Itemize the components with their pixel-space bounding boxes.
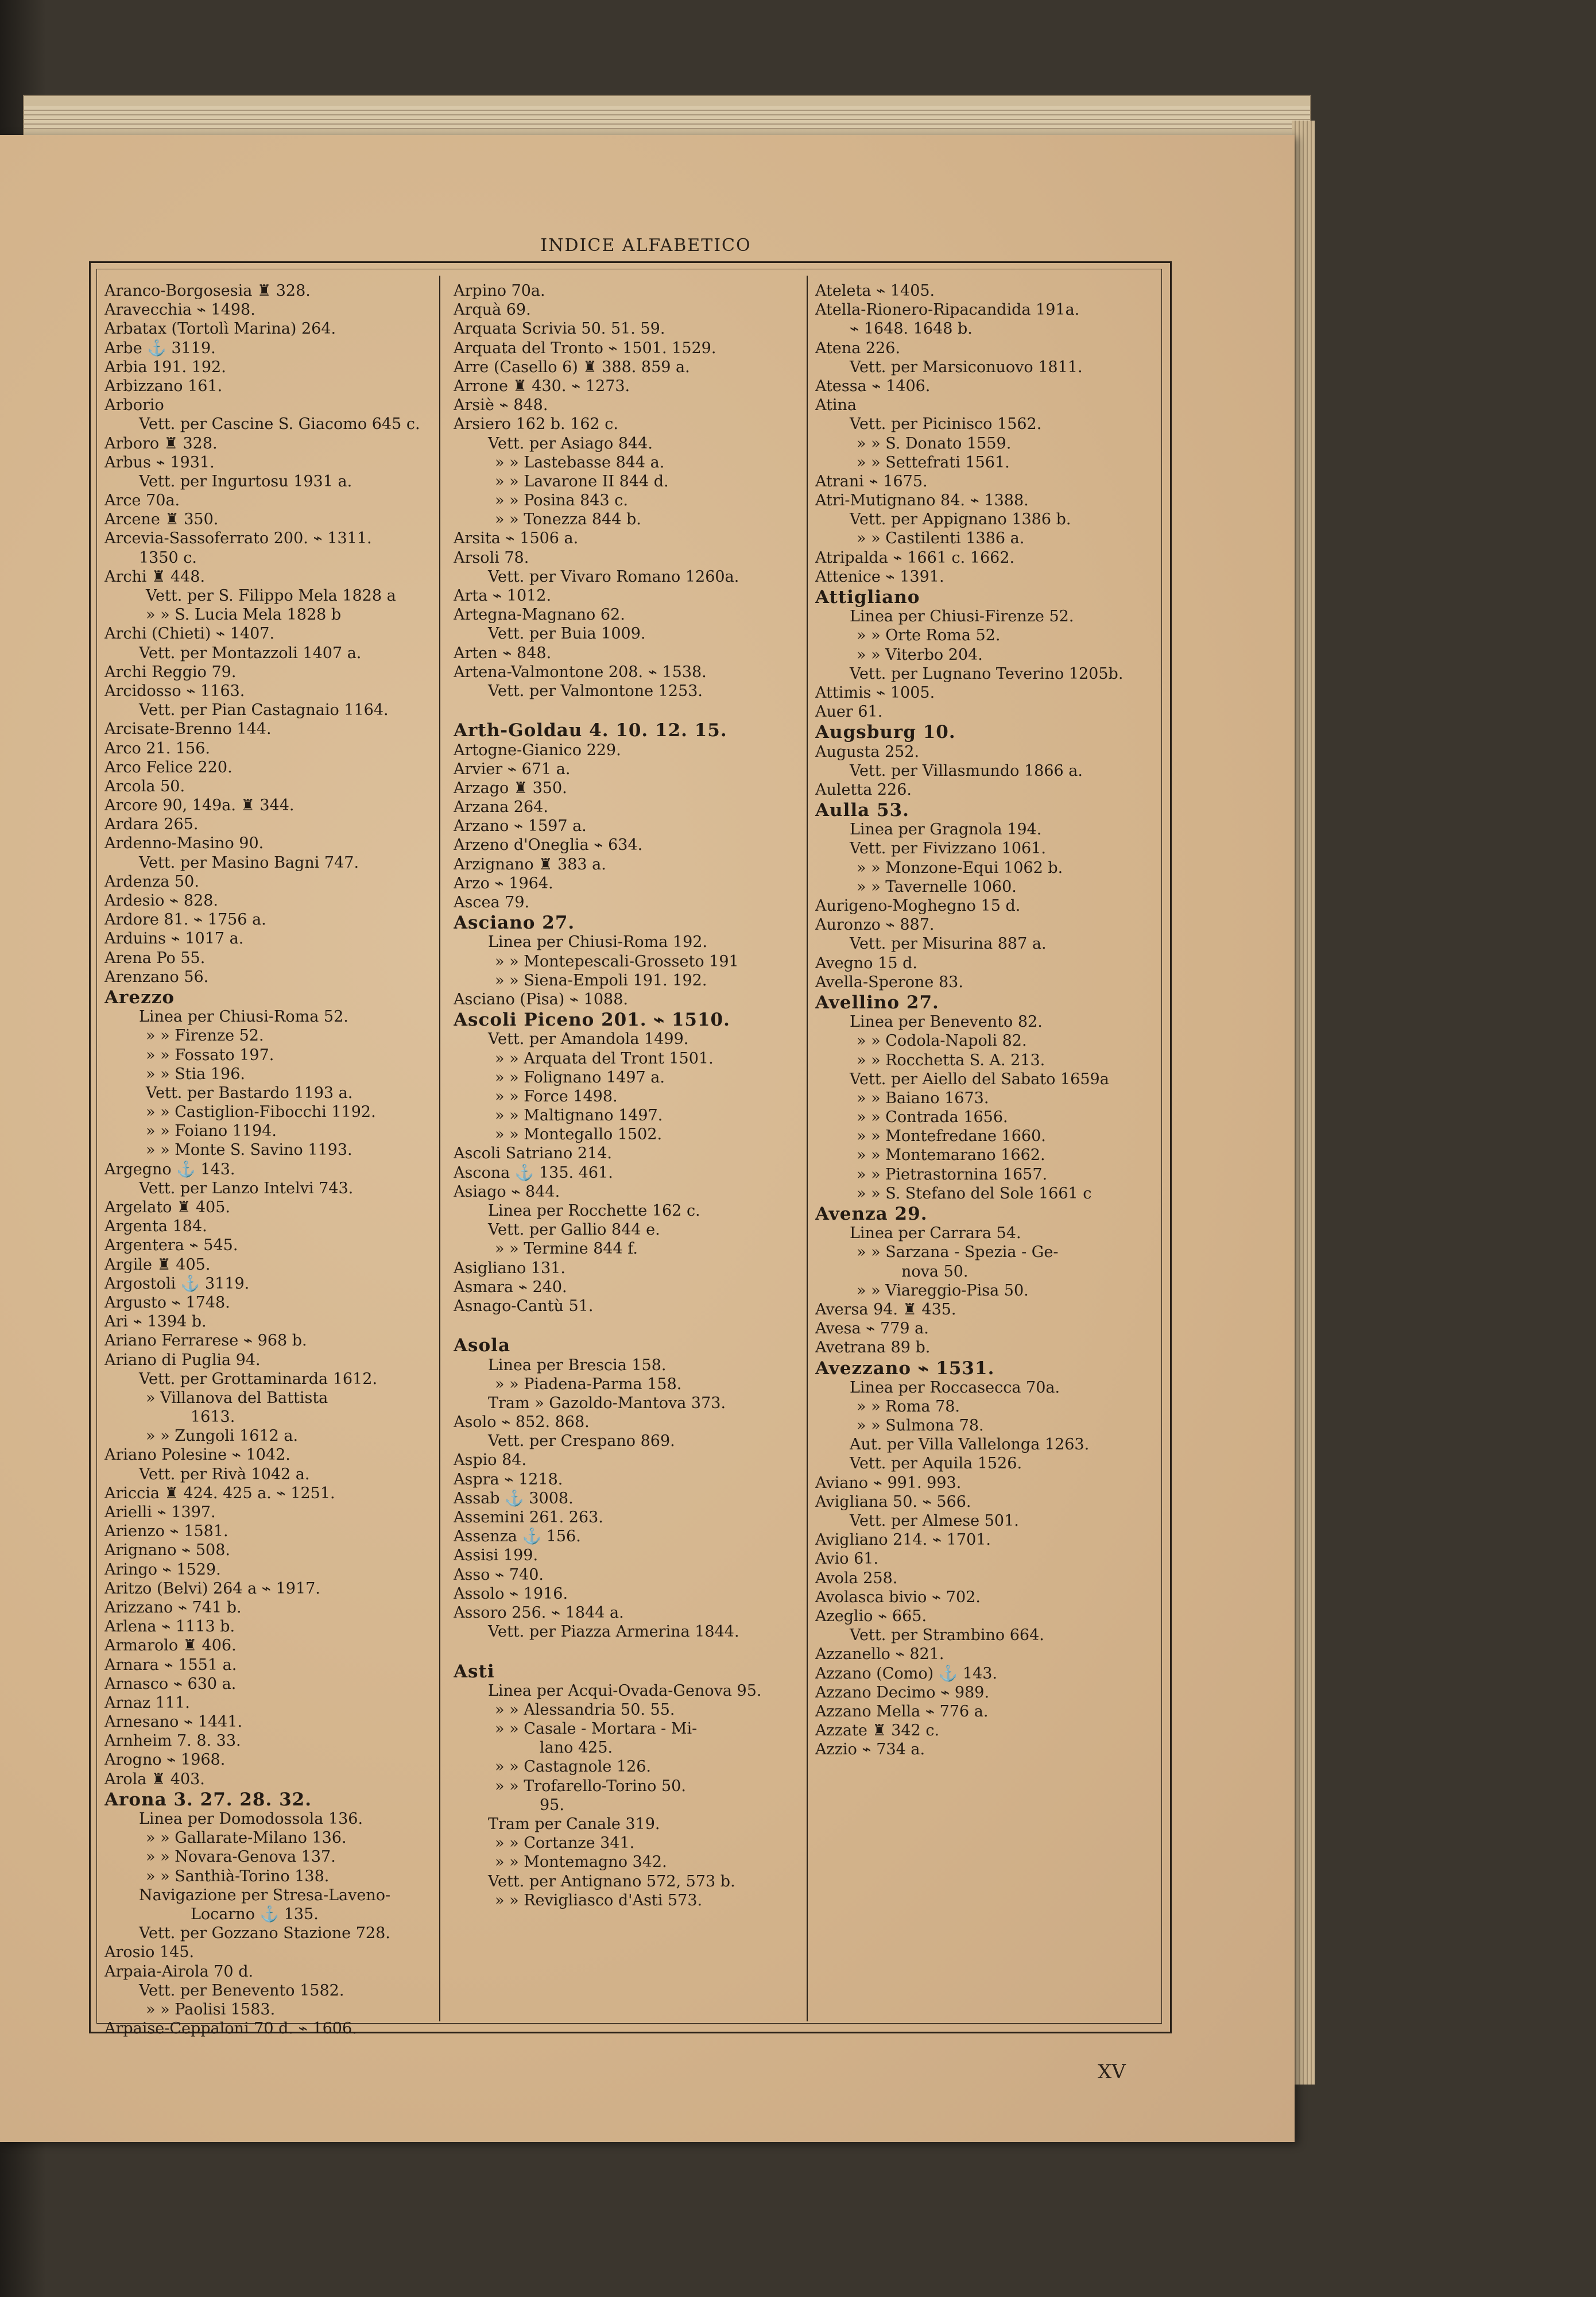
index-entry: » » Rocchetta S. A. 213. <box>857 1051 1045 1069</box>
index-entry: 1613. <box>191 1408 235 1426</box>
index-entry: Arduins ⌁ 1017 a. <box>104 930 244 948</box>
index-entry: Atina <box>815 396 857 415</box>
index-entry: Vett. per Cascine S. Giacomo 645 c. <box>139 415 420 434</box>
index-entry: Atripalda ⌁ 1661 c. 1662. <box>815 548 1015 567</box>
index-entry: Arsoli 78. <box>454 548 529 567</box>
index-entry: Avetrana 89 b. <box>815 1339 931 1357</box>
index-entry: Arbia 191. 192. <box>104 358 226 376</box>
index-entry: Ari ⌁ 1394 b. <box>104 1313 207 1331</box>
index-entry: Avella-Sperone 83. <box>815 973 963 991</box>
index-heading: Avezzano ⌁ 1531. <box>815 1358 995 1378</box>
index-entry: Linea per Roccasecca 70a. <box>850 1378 1060 1397</box>
index-entry: » » Folignano 1497 a. <box>495 1068 665 1086</box>
index-entry: Navigazione per Stresa-Laveno- <box>139 1886 391 1904</box>
index-entry: Arizzano ⌁ 741 b. <box>104 1598 242 1617</box>
column-rule-1 <box>439 276 440 2021</box>
index-entry: » » Tonezza 844 b. <box>495 511 641 529</box>
index-entry: Vett. per Amandola 1499. <box>488 1030 689 1049</box>
index-heading: Arth-Goldau 4. 10. 12. 15. <box>454 720 727 741</box>
index-entry: Azeglio ⌁ 665. <box>815 1607 927 1625</box>
index-entry: Arbizzano 161. <box>104 377 223 395</box>
index-entry: 95. <box>540 1796 564 1814</box>
index-entry: » » Casale - Mortara - Mi- <box>495 1720 698 1738</box>
index-entry: Avesa ⌁ 779 a. <box>815 1320 929 1338</box>
index-entry: Atella-Rionero-Ripacandida 191a. <box>815 301 1080 319</box>
index-entry: Azzano Mella ⌁ 776 a. <box>815 1702 989 1720</box>
index-entry: Vett. per Asiago 844. <box>488 434 653 453</box>
index-entry: Vett. per Almese 501. <box>850 1512 1019 1530</box>
index-entry: » » Montemarano 1662. <box>857 1146 1045 1165</box>
index-entry: » » Sarzana - Spezia - Ge- <box>857 1243 1059 1262</box>
index-entry: Assemini 261. 263. <box>454 1509 603 1526</box>
index-entry: Arlena ⌁ 1113 b. <box>104 1618 235 1636</box>
index-entry: Argenta 184. <box>104 1217 207 1236</box>
index-entry: Vett. per Aiello del Sabato 1659a <box>850 1070 1109 1088</box>
index-entry: Arpaise-Ceppaloni 70 d. ⌁ 1606. <box>104 2020 357 2038</box>
index-entry: » » Settefrati 1561. <box>857 453 1010 471</box>
index-entry: Azzano Decimo ⌁ 989. <box>815 1683 990 1702</box>
index-entry: Ardesio ⌁ 828. <box>104 892 218 910</box>
index-entry: Locarno ⚓ 135. <box>191 1905 319 1923</box>
index-heading: Augsburg 10. <box>815 722 956 743</box>
index-entry: Vett. per Valmontone 1253. <box>488 682 703 700</box>
index-entry: Linea per Chiusi-Roma 192. <box>488 933 708 952</box>
index-entry: » » S. Donato 1559. <box>857 434 1012 453</box>
index-entry: Atena 226. <box>815 339 901 357</box>
index-entry: Arpaia-Airola 70 d. <box>104 1962 254 1981</box>
index-entry: Atri-Mutignano 84. ⌁ 1388. <box>815 492 1029 510</box>
index-entry: » » Zungoli 1612 a. <box>146 1427 299 1445</box>
index-entry: » » Monte S. Savino 1193. <box>146 1141 352 1159</box>
index-entry: Vett. per Strambino 664. <box>850 1626 1044 1645</box>
index-entry: » » Lastebasse 844 a. <box>495 453 665 471</box>
index-entry: Archi ♜ 448. <box>104 567 206 586</box>
index-entry: Vett. per Appignano 1386 b. <box>850 511 1071 529</box>
index-entry: Asigliano 131. <box>454 1259 565 1277</box>
index-entry: Artogne-Gianico 229. <box>454 741 621 759</box>
index-entry: Arquata del Tronto ⌁ 1501. 1529. <box>454 339 716 357</box>
index-entry: Arsiero 162 b. 162 c. <box>454 415 619 434</box>
index-entry: Avegno 15 d. <box>815 954 917 972</box>
index-entry: » » Foiano 1194. <box>146 1122 277 1140</box>
index-entry: Vett. per Piazza Armerina 1844. <box>488 1623 739 1641</box>
index-entry: » » S. Stefano del Sole 1661 c <box>857 1184 1092 1202</box>
index-entry: » » Viterbo 204. <box>857 645 983 664</box>
index-entry: Vett. per Vivaro Romano 1260a. <box>488 567 739 586</box>
index-entry: Atrani ⌁ 1675. <box>815 472 928 490</box>
index-entry: Azzio ⌁ 734 a. <box>815 1741 925 1759</box>
index-entry: Vett. per Pian Castagnaio 1164. <box>139 701 389 720</box>
index-entry: 1350 c. <box>139 548 197 567</box>
index-entry: » » Monzone-Equi 1062 b. <box>857 859 1063 877</box>
index-entry: » » Termine 844 f. <box>495 1240 638 1258</box>
index-entry: Vett. per Ingurtosu 1931 a. <box>139 472 352 490</box>
index-entry: » » Maltignano 1497. <box>495 1107 663 1125</box>
index-entry: Vett. per Grottaminarda 1612. <box>139 1370 378 1388</box>
index-entry: Linea per Gragnola 194. <box>850 821 1042 839</box>
index-entry: Aurigeno-Moghegno 15 d. <box>815 897 1021 915</box>
index-entry: Arnaz 111. <box>104 1693 190 1712</box>
index-entry: lano 425. <box>540 1739 613 1757</box>
index-entry: Arsiè ⌁ 848. <box>454 396 548 415</box>
index-entry: Arquà 69. <box>454 301 531 319</box>
index-heading: Asola <box>454 1335 511 1356</box>
index-entry: Argile ♜ 405. <box>104 1255 211 1274</box>
index-entry: Aversa 94. ♜ 435. <box>815 1300 956 1318</box>
index-entry: Arzana 264. <box>454 798 548 817</box>
index-entry: » » Cortanze 341. <box>495 1834 635 1853</box>
index-entry: Vett. per Villasmundo 1866 a. <box>850 761 1083 780</box>
index-entry: Aranco-Borgosesia ♜ 328. <box>104 282 311 300</box>
index-entry: Arbus ⌁ 1931. <box>104 453 215 471</box>
index-entry: Vett. per Gallio 844 e. <box>488 1221 660 1239</box>
index-entry: Assab ⚓ 3008. <box>454 1489 574 1507</box>
index-entry: Arquata Scrivia 50. 51. 59. <box>454 320 665 338</box>
index-entry <box>454 701 798 720</box>
index-entry: Arzo ⌁ 1964. <box>454 874 553 892</box>
index-entry: Linea per Brescia 158. <box>488 1356 667 1374</box>
index-entry: Azzanello ⌁ 821. <box>815 1645 944 1664</box>
index-entry: Vett. per Buia 1009. <box>488 625 646 643</box>
index-entry: Armarolo ♜ 406. <box>104 1637 237 1655</box>
index-column-2 <box>454 281 798 1910</box>
index-entry: Ariccia ♜ 424. 425 a. ⌁ 1251. <box>104 1484 335 1502</box>
index-entry: Arvier ⌁ 671 a. <box>454 760 571 778</box>
index-entry: Arpino 70a. <box>454 282 545 300</box>
index-entry: Azzano (Como) ⚓ 143. <box>815 1664 998 1683</box>
index-entry: ⌁ 1648. 1648 b. <box>850 320 973 338</box>
index-entry: Asciano (Pisa) ⌁ 1088. <box>454 990 628 1008</box>
index-entry: » Villanova del Battista <box>146 1389 328 1407</box>
index-entry: Arcore 90, 149a. ♜ 344. <box>104 796 295 815</box>
index-entry: Vett. per Rivà 1042 a. <box>139 1465 310 1483</box>
index-entry: Arzano ⌁ 1597 a. <box>454 817 587 836</box>
index-entry: » » Paolisi 1583. <box>146 2000 276 2018</box>
index-heading: Attigliano <box>815 587 920 608</box>
index-heading: Avellino 27. <box>815 992 939 1013</box>
index-entry: Vett. per Lugnano Teverino 1205b. <box>850 664 1124 683</box>
index-entry: Attenice ⌁ 1391. <box>815 567 944 586</box>
index-entry: Attimis ⌁ 1005. <box>815 683 935 702</box>
index-column-1 <box>104 281 432 2038</box>
index-entry: » » Novara-Genova 137. <box>146 1848 336 1866</box>
index-entry: » » Revigliasco d'Asti 573. <box>495 1891 703 1909</box>
index-entry: » » Viareggio-Pisa 50. <box>857 1281 1029 1300</box>
index-entry: Auer 61. <box>815 703 883 721</box>
index-entry: Ateleta ⌁ 1405. <box>815 282 935 300</box>
index-entry: Arcene ♜ 350. <box>104 511 219 529</box>
index-entry: Arielli ⌁ 1397. <box>104 1503 216 1521</box>
index-entry: » » Piadena-Parma 158. <box>495 1375 682 1393</box>
index-entry: Avolasca bivio ⌁ 702. <box>815 1588 981 1606</box>
index-entry: Vett. per Fivizzano 1061. <box>850 840 1046 858</box>
index-entry: Linea per Chiusi-Firenze 52. <box>850 608 1074 626</box>
index-entry: » » Tavernelle 1060. <box>857 877 1017 896</box>
index-entry: » » Baiano 1673. <box>857 1089 989 1107</box>
index-entry: Artegna-Magnano 62. <box>454 606 625 624</box>
index-entry: Arignano ⌁ 508. <box>104 1541 230 1560</box>
index-entry: Arnasco ⌁ 630 a. <box>104 1675 237 1693</box>
index-entry: » » Castiglion-Fibocchi 1192. <box>146 1103 376 1122</box>
index-entry: Arola ♜ 403. <box>104 1770 205 1788</box>
page-edge <box>1292 121 1315 2085</box>
index-entry: Ariano Polesine ⌁ 1042. <box>104 1446 290 1464</box>
index-entry: » » Santhià-Torino 138. <box>146 1867 330 1885</box>
index-entry: Ariano Ferrarese ⌁ 968 b. <box>104 1332 307 1350</box>
index-entry: Arborio <box>104 396 164 415</box>
index-entry: Arzago ♜ 350. <box>454 779 567 797</box>
index-entry: Arcisate-Brenno 144. <box>104 720 272 738</box>
index-entry: Arzeno d'Oneglia ⌁ 634. <box>454 836 643 854</box>
index-entry: Arce 70a. <box>104 492 180 510</box>
index-entry: Vett. per Crespano 869. <box>488 1432 675 1451</box>
index-entry: Vett. per Marsiconuovo 1811. <box>850 358 1083 376</box>
index-entry: Vett. per Gozzano Stazione 728. <box>139 1924 390 1943</box>
index-entry: Aringo ⌁ 1529. <box>104 1560 221 1579</box>
index-entry: » » Gallarate-Milano 136. <box>146 1829 347 1847</box>
index-entry: Vett. per Montazzoli 1407 a. <box>139 644 362 662</box>
index-entry: » » S. Lucia Mela 1828 b <box>146 606 342 624</box>
index-entry: » » Posina 843 c. <box>495 492 628 510</box>
index-entry: » » Montefredane 1660. <box>857 1127 1046 1146</box>
index-entry: Aviano ⌁ 991. 993. <box>815 1474 962 1492</box>
index-entry: Avola 258. <box>815 1569 898 1587</box>
index-heading: Arona 3. 27. 28. 32. <box>104 1789 312 1809</box>
index-entry: Avigliano 214. ⌁ 1701. <box>815 1531 991 1549</box>
index-entry: Archi (Chieti) ⌁ 1407. <box>104 625 275 643</box>
index-entry: Linea per Carrara 54. <box>850 1224 1021 1243</box>
index-entry: Argelato ♜ 405. <box>104 1198 230 1216</box>
index-entry: Arboro ♜ 328. <box>104 434 218 453</box>
index-entry: » » Fossato 197. <box>146 1046 274 1064</box>
index-entry: Linea per Benevento 82. <box>850 1013 1043 1031</box>
index-entry: Vett. per Misurina 887 a. <box>850 935 1047 953</box>
index-entry: Arnheim 7. 8. 33. <box>104 1732 241 1750</box>
index-entry: » » Force 1498. <box>495 1087 618 1105</box>
index-entry: Arten ⌁ 848. <box>454 644 552 662</box>
index-entry: Vett. per Benevento 1582. <box>139 1981 344 2000</box>
index-entry: Aravecchia ⌁ 1498. <box>104 301 255 319</box>
index-entry: » » Arquata del Tront 1501. <box>495 1049 714 1068</box>
index-entry: Arbatax (Tortolì Marina) 264. <box>104 320 336 338</box>
index-entry: » » Montegallo 1502. <box>495 1126 663 1144</box>
index-entry: Ascea 79. <box>454 894 530 911</box>
index-entry: Arnara ⌁ 1551 a. <box>104 1656 237 1674</box>
index-entry: Arcidosso ⌁ 1163. <box>104 682 245 700</box>
index-entry: Argusto ⌁ 1748. <box>104 1293 230 1312</box>
index-heading: Arezzo <box>104 987 175 1008</box>
index-entry: Asmara ⌁ 240. <box>454 1278 567 1296</box>
index-entry: » » Castagnole 126. <box>495 1758 652 1776</box>
column-rule-2 <box>807 276 808 2021</box>
index-entry: Arbe ⚓ 3119. <box>104 339 216 357</box>
index-entry: Auletta 226. <box>815 780 912 799</box>
index-entry: Linea per Chiusi-Roma 52. <box>139 1008 348 1026</box>
index-entry: nova 50. <box>901 1262 969 1281</box>
index-entry: Aspra ⌁ 1218. <box>454 1470 563 1488</box>
index-entry: » » Alessandria 50. 55. <box>495 1700 675 1719</box>
index-entry: Assisi 199. <box>454 1546 539 1565</box>
index-entry: » » Codola-Napoli 82. <box>857 1032 1027 1050</box>
index-entry: Archi Reggio 79. <box>104 663 237 681</box>
index-entry: Assoro 256. ⌁ 1844 a. <box>454 1603 624 1622</box>
index-entry: Ardenza 50. <box>104 872 199 891</box>
index-entry: Vett. per Masino Bagni 747. <box>139 853 359 872</box>
index-entry: » » Montepescali-Grosseto 191 <box>495 952 739 970</box>
index-entry: Avigliana 50. ⌁ 566. <box>815 1492 971 1511</box>
index-entry: Vett. per Bastardo 1193 a. <box>146 1084 353 1102</box>
index-entry: Argentera ⌁ 545. <box>104 1236 238 1255</box>
index-entry: Asiago ⌁ 844. <box>454 1182 560 1201</box>
index-entry: Atessa ⌁ 1406. <box>815 377 931 395</box>
index-entry: » » Montemagno 342. <box>495 1853 667 1871</box>
index-entry: Assenza ⚓ 156. <box>454 1528 581 1546</box>
index-entry: Arenzano 56. <box>104 968 209 986</box>
index-entry: » » Sulmona 78. <box>857 1417 984 1435</box>
page-header: INDICE ALFABETICO <box>540 235 751 256</box>
index-entry: Arrone ♜ 430. ⌁ 1273. <box>454 377 630 395</box>
index-entry: Ascoli Satriano 214. <box>454 1144 613 1163</box>
index-entry: Arnesano ⌁ 1441. <box>104 1713 243 1731</box>
index-entry: Asolo ⌁ 852. 868. <box>454 1413 590 1432</box>
index-entry: Asso ⌁ 740. <box>454 1565 544 1584</box>
index-entry: Asnago-Cantù 51. <box>454 1297 594 1315</box>
index-entry: Ascona ⚓ 135. 461. <box>454 1163 613 1182</box>
index-entry: Arosio 145. <box>104 1943 195 1962</box>
index-entry: Argegno ⚓ 143. <box>104 1160 235 1178</box>
index-entry: » » Siena-Empoli 191. 192. <box>495 971 707 989</box>
index-heading: Aulla 53. <box>815 800 909 821</box>
index-entry: Arena Po 55. <box>104 949 206 967</box>
index-entry: Arsita ⌁ 1506 a. <box>454 529 579 548</box>
index-entry: Auronzo ⌁ 887. <box>815 916 935 934</box>
index-entry: Artena-Valmontone 208. ⌁ 1538. <box>454 663 707 681</box>
index-entry: » » Firenze 52. <box>146 1027 264 1045</box>
index-entry: Aut. per Villa Vallelonga 1263. <box>850 1436 1090 1454</box>
index-entry: Assolo ⌁ 1916. <box>454 1584 568 1603</box>
index-entry <box>454 1316 798 1335</box>
page-number: XV <box>1098 2060 1126 2083</box>
index-entry: Azzate ♜ 342 c. <box>815 1722 940 1740</box>
index-entry: Aspio 84. <box>454 1451 527 1470</box>
index-entry: Ardara 265. <box>104 815 199 834</box>
index-entry: Arienzo ⌁ 1581. <box>104 1522 228 1541</box>
index-entry: Linea per Acqui-Ovada-Genova 95. <box>488 1681 762 1700</box>
index-entry: Vett. per Antignano 572, 573 b. <box>488 1872 735 1890</box>
index-entry: Tram per Canale 319. <box>488 1815 660 1833</box>
index-entry: Arogno ⌁ 1968. <box>104 1751 226 1769</box>
index-entry: Avio 61. <box>815 1550 879 1568</box>
index-entry: » » Lavarone II 844 d. <box>495 472 669 490</box>
index-entry: Linea per Rocchette 162 c. <box>488 1202 700 1220</box>
index-entry: Arcevia-Sassoferrato 200. ⌁ 1311. <box>104 529 372 548</box>
index-entry: Vett. per Aquila 1526. <box>850 1455 1022 1473</box>
index-entry: Ardenno-Masino 90. <box>104 834 264 853</box>
index-entry: » » Stia 196. <box>146 1065 245 1083</box>
index-entry: Arco 21. 156. <box>104 739 211 757</box>
index-entry: Arco Felice 220. <box>104 758 233 776</box>
index-entry: » » Contrada 1656. <box>857 1108 1008 1127</box>
index-entry: Vett. per Picinisco 1562. <box>850 415 1042 434</box>
index-entry: » » Castilenti 1386 a. <box>857 529 1025 548</box>
index-entry: Ariano di Puglia 94. <box>104 1351 261 1369</box>
index-entry: Tram » Gazoldo-Mantova 373. <box>488 1394 726 1412</box>
index-entry: Augusta 252. <box>815 743 920 761</box>
index-entry: Argostoli ⚓ 3119. <box>104 1274 250 1293</box>
index-entry: » » Pietrastornina 1657. <box>857 1165 1048 1184</box>
index-entry: Arta ⌁ 1012. <box>454 587 552 605</box>
index-entry: Vett. per Lanzo Intelvi 743. <box>139 1179 354 1197</box>
index-entry: Ardore 81. ⌁ 1756 a. <box>104 911 266 929</box>
index-entry: Aritzo (Belvi) 264 a ⌁ 1917. <box>104 1579 320 1598</box>
index-entry: Arzignano ♜ 383 a. <box>454 855 606 873</box>
index-heading: Ascoli Piceno 201. ⌁ 1510. <box>454 1010 730 1030</box>
index-entry: » » Orte Roma 52. <box>857 627 1001 645</box>
index-entry: Linea per Domodossola 136. <box>139 1810 363 1828</box>
index-column-3 <box>815 281 1160 1759</box>
index-entry: Arcola 50. <box>104 777 185 795</box>
index-entry <box>454 1641 798 1660</box>
index-heading: Asti <box>454 1661 495 1681</box>
index-entry: » » Roma 78. <box>857 1397 960 1416</box>
index-entry: Arre (Casello 6) ♜ 388. 859 a. <box>454 358 690 376</box>
index-heading: Avenza 29. <box>815 1204 928 1224</box>
index-entry: Vett. per S. Filippo Mela 1828 a <box>146 587 396 605</box>
index-entry: » » Trofarello-Torino 50. <box>495 1777 686 1795</box>
index-heading: Asciano 27. <box>454 912 575 933</box>
